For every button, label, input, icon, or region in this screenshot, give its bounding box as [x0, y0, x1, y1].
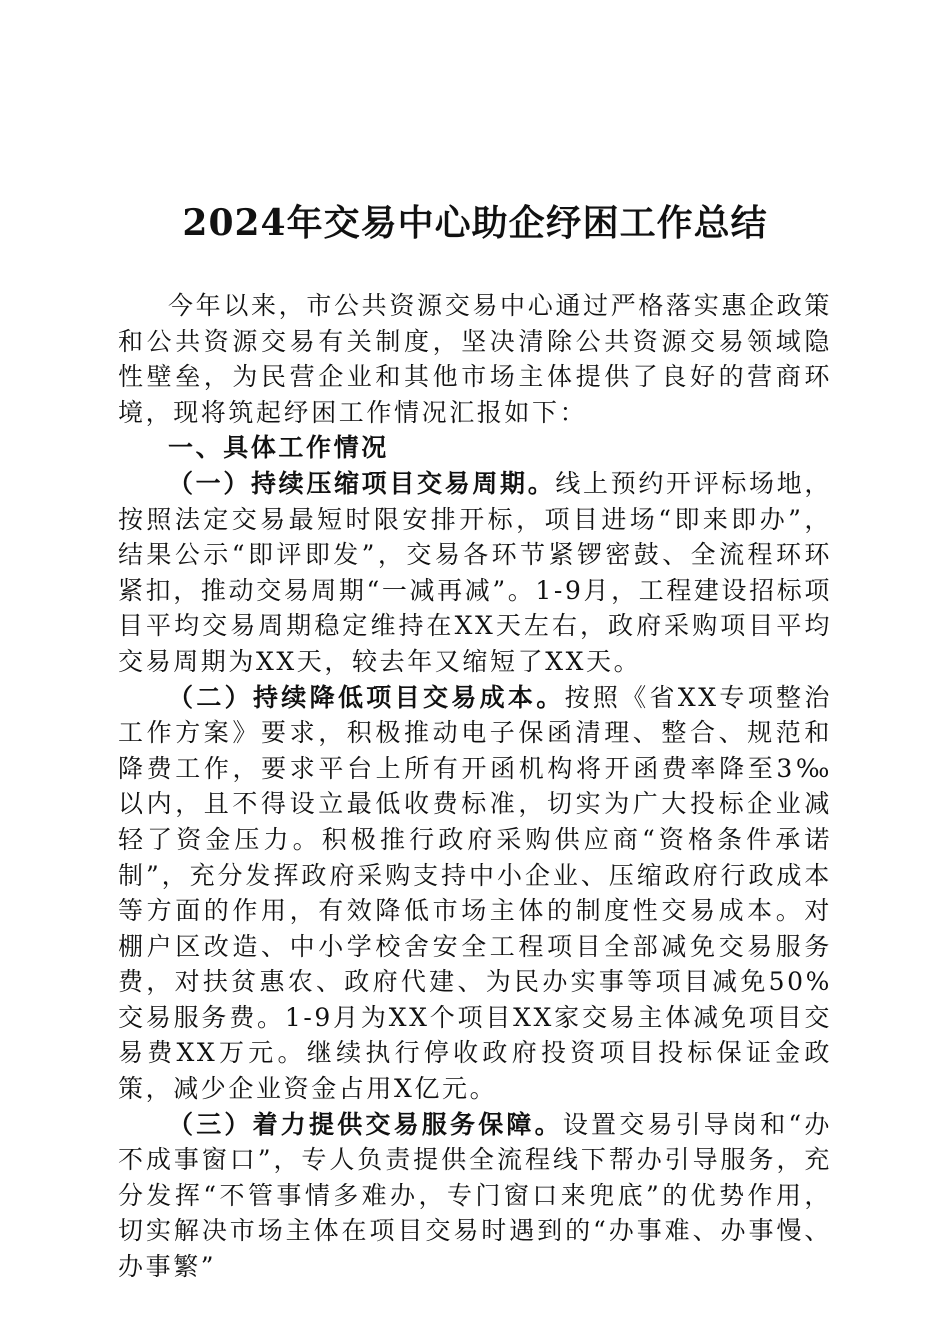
- item-text-2: 按照《省XX专项整治工作方案》要求，积极推动电子保函清理、整合、规范和降费工作，要求平台上所有开函机构将开函费率降至3‰以内，且不得设立最低收费标准，切实为广大投标企业减轻了资金压力。积极推行政府采购供应商“资格条件承诺制”，充分发挥政府采购支持中小企业、压缩政府行政成本等方面的作用，有效降低市场主体的制度性交易成本。对棚户区改造、中小学校舍安全工程项目全部减免交易服务费，对扶贫惠农、政府代建、为民办实事等项目减免50%交易服务费。1-9月为XX个项目XX家交易主体减免项目交易费XX万元。继续执行停收政府投资项目投标保证金政策，减少企业资金占用X亿元。: [118, 682, 832, 1104]
- item-paragraph-2: [118, 680, 832, 1107]
- item-paragraph-1: [118, 466, 832, 680]
- section-heading-1: 一、具体工作情况: [168, 433, 389, 463]
- item-text-3: 设置交易引导岗和“办不成事窗口”，专人负责提供全流程线下帮办引导服务，充分发挥“不管事情多难办，专门窗口来兜底”的优势作用，切实解决市场主体在项目交易时遇到的“办事难、办事慢、办事繁”: [118, 1109, 832, 1282]
- item-heading-2: （二）持续降低项目交易成本。: [168, 682, 565, 712]
- item-heading-1: （一）持续压缩项目交易周期。: [168, 468, 556, 498]
- item-paragraph-3: [118, 1107, 832, 1285]
- intro-paragraph: 今年以来，市公共资源交易中心通过严格落实惠企政策和公共资源交易有关制度，坚决清除公共资源交易领域隐性壁垒，为民营企业和其他市场主体提供了良好的营商环境，现将筑起纾困工作情况汇报如下：: [118, 291, 832, 427]
- item-heading-3: （三）着力提供交易服务保障。: [168, 1109, 563, 1139]
- document-title: 2024年交易中心助企纾困工作总结: [182, 202, 768, 244]
- document-body: [118, 288, 832, 1285]
- item-text-1: 线上预约开评标场地，按照法定交易最短时限安排开标，项目进场“即来即办”，结果公示“即评即发”，交易各环节紧锣密鼓、全流程环环紧扣，推动交易周期“一减再减”。1-9月，工程建设招标项目平均交易周期稳定维持在XX天左右，政府采购项目平均交易周期为XX天，较去年又缩短了XX天。: [118, 468, 832, 676]
